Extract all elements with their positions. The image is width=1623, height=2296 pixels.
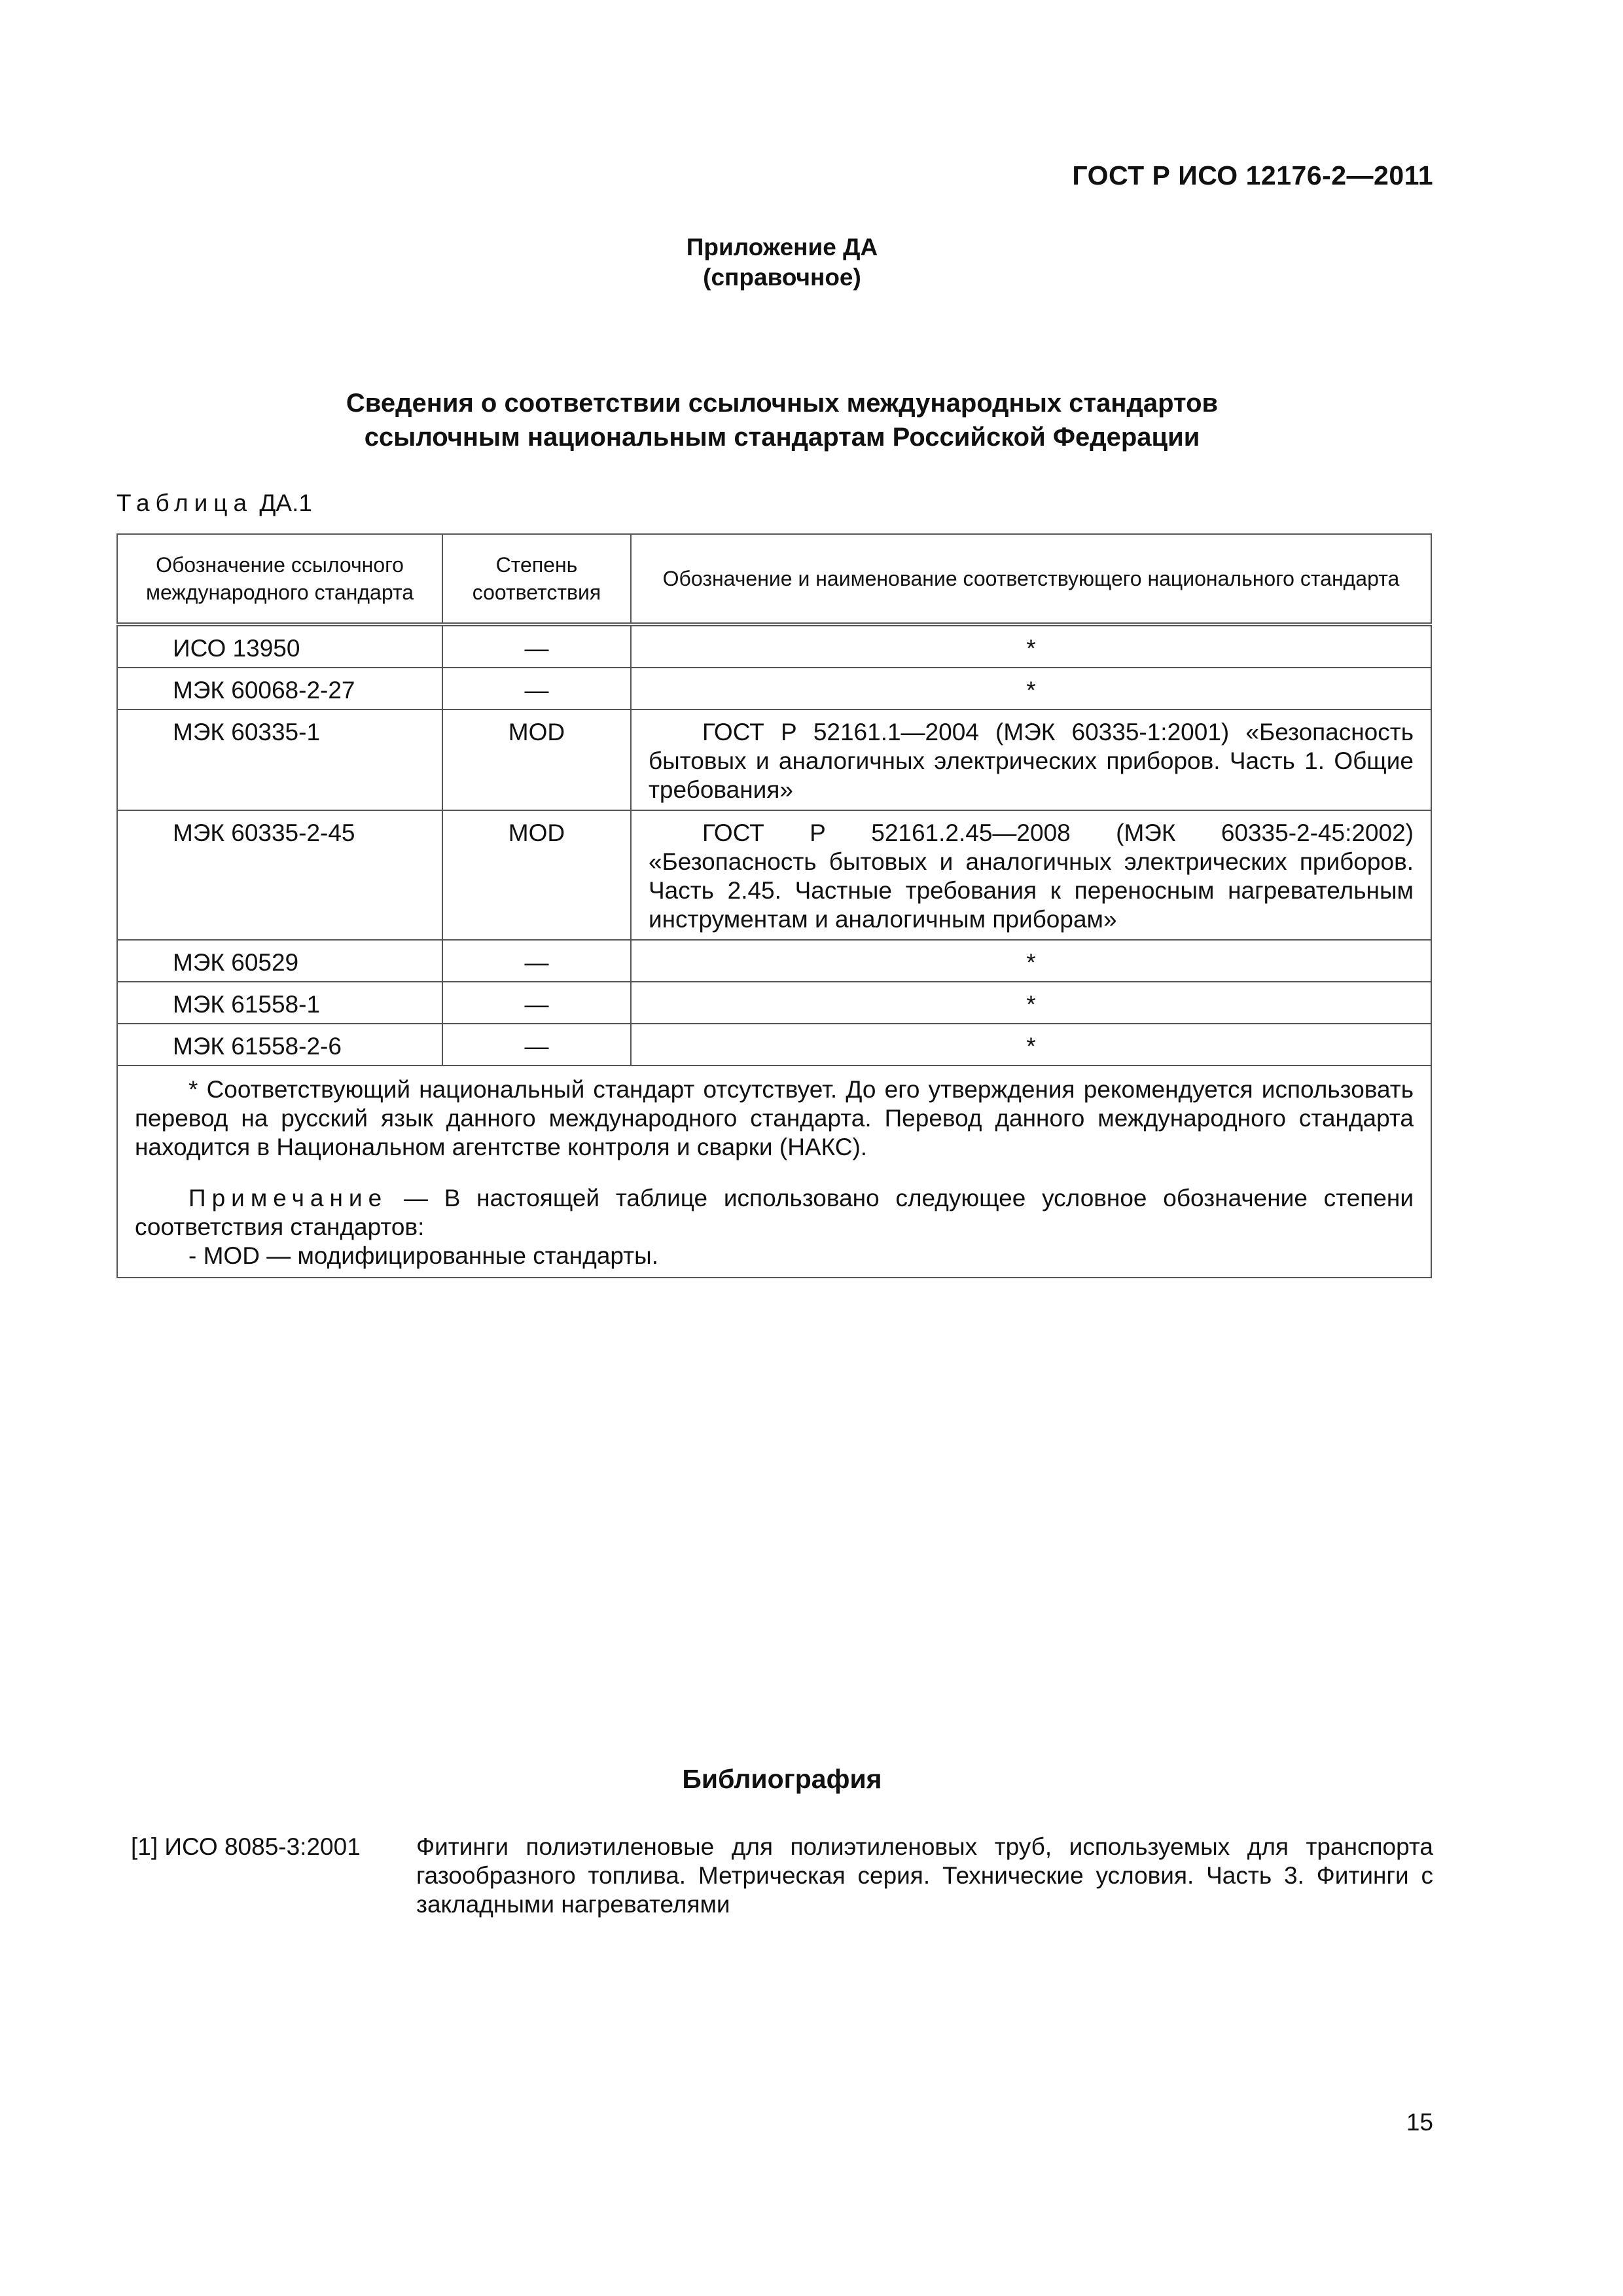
- cell-degree: —: [442, 1024, 631, 1066]
- table-row: [117, 982, 1431, 1024]
- cell-national: *: [631, 668, 1431, 709]
- cell-code: МЭК 60335-2-45: [117, 810, 442, 940]
- table-row: [117, 624, 1431, 668]
- table-row: [117, 1024, 1431, 1066]
- bibliography-item: [131, 1833, 1433, 1919]
- cell-code: МЭК 60335-1: [117, 709, 442, 810]
- cell-code: МЭК 61558-1: [117, 982, 442, 1024]
- note-text: — В настоящей таблице использовано следующее условное обозначение степени соответствия стандартов:: [135, 1185, 1414, 1240]
- table-row: [117, 709, 1431, 810]
- table-caption-id: ДА.1: [259, 490, 312, 516]
- appendix-subtitle: (справочное): [703, 264, 861, 291]
- cell-degree: —: [442, 940, 631, 982]
- cell-degree: —: [442, 668, 631, 709]
- appendix-title: Приложение ДА: [686, 234, 878, 260]
- note-label: Примечание: [188, 1185, 388, 1211]
- cell-national: ГОСТ Р 52161.2.45—2008 (МЭК 60335-2-45:2002) «Безопасность бытовых и аналогичных электрических приборов. Часть 2.45. Частные требования к переносным нагревательным инструментам и аналогичным приборам»: [631, 810, 1431, 940]
- footnote-text: * Соответствующий национальный стандарт отсутствует. До его утверждения рекомендуется использовать перевод на русский язык данного международного стандарта. Перевод данного международного стандарта находится в Национальном агентстве контроля и сварки (НАКС).: [135, 1076, 1414, 1160]
- table-row: [117, 810, 1431, 940]
- cell-degree: MOD: [442, 709, 631, 810]
- table-caption-prefix: Таблица: [116, 490, 253, 516]
- cell-code: МЭК 61558-2-6: [117, 1024, 442, 1066]
- bibliography-title: Библиография: [682, 1764, 882, 1794]
- bibliography-ref: [1] ИСО 8085-3:2001: [131, 1833, 361, 1860]
- table-row: [117, 940, 1431, 982]
- header-national-standard: Обозначение и наименование соответствующего национального стандарта: [631, 534, 1431, 624]
- cell-code: МЭК 60068-2-27: [117, 668, 442, 709]
- cell-national: *: [631, 1024, 1431, 1066]
- cell-code: МЭК 60529: [117, 940, 442, 982]
- section-title-line-1: Сведения о соответствии ссылочных международных стандартов: [346, 389, 1219, 418]
- cell-code: ИСО 13950: [117, 624, 442, 668]
- note-item: - MOD — модифицированные стандарты.: [188, 1242, 658, 1269]
- note-paragraph: [135, 1184, 1414, 1242]
- table-row: [117, 668, 1431, 709]
- appendix-heading: [0, 232, 1564, 293]
- cell-degree: —: [442, 624, 631, 668]
- cell-degree: —: [442, 982, 631, 1024]
- section-title: [0, 386, 1564, 454]
- correspondence-table: [116, 533, 1432, 1278]
- header-international-standard: Обозначение ссылочного международного стандарта: [117, 534, 442, 624]
- header-degree: Степень соответствия: [442, 534, 631, 624]
- document-code: ГОСТ Р ИСО 12176-2—2011: [1072, 160, 1433, 190]
- page-number: 15: [1406, 2109, 1433, 2136]
- table-caption: [116, 490, 312, 517]
- table-footnotes: [117, 1066, 1431, 1278]
- table-footer-row: [117, 1066, 1431, 1278]
- cell-national: *: [631, 982, 1431, 1024]
- cell-national: *: [631, 940, 1431, 982]
- cell-national: *: [631, 624, 1431, 668]
- bibliography-text: Фитинги полиэтиленовые для полиэтиленовых труб, используемых для транспорта газообразного топлива. Метрическая серия. Технические условия. Часть 3. Фитинги с закладными нагревателями: [416, 1833, 1433, 1918]
- cell-national: ГОСТ Р 52161.1—2004 (МЭК 60335-1:2001) «Безопасность бытовых и аналогичных электрических приборов. Часть 1. Общие требования»: [631, 709, 1431, 810]
- table-header-row: [117, 534, 1431, 624]
- cell-degree: MOD: [442, 810, 631, 940]
- section-title-line-2: ссылочным национальным стандартам Российской Федерации: [364, 423, 1200, 452]
